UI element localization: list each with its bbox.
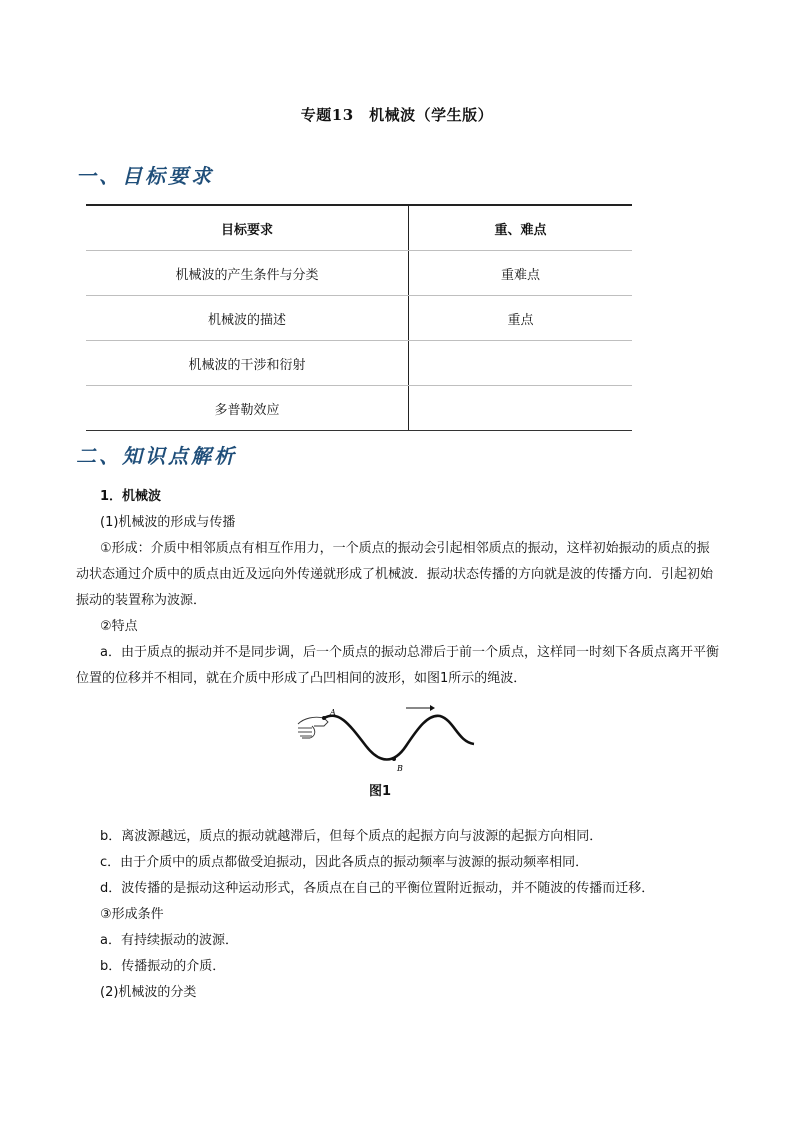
page-title: 专题13 机械波（学生版） bbox=[300, 106, 494, 124]
paragraph: ①形成：介质中相邻质点有相互作用力，一个质点的振动会引起相邻质点的振动，这样初始振动的质点的振动状态通过介质中的质点由近及远向外传递就形成了机械波．振动状态传播的方向就是波的传播方向．引起初始振动的装置称为波源． bbox=[76, 541, 714, 608]
table-cell-goal: 机械波的干涉和衍射 bbox=[86, 341, 409, 386]
point-a-marker bbox=[322, 716, 326, 720]
paragraph: a．由于质点的振动并不是同步调，后一个质点的振动总滞后于前一个质点，这样同一时刻下各质点离开平衡位置的位移并不相同，就在介质中形成了凸凹相间的波形，如图1所示的绳波． bbox=[76, 645, 719, 686]
table-row bbox=[86, 296, 632, 341]
table-cell-goal: 多普勒效应 bbox=[86, 386, 409, 431]
table-cell-goal: 机械波的描述 bbox=[86, 296, 409, 341]
point-b-marker bbox=[392, 757, 396, 761]
table-row bbox=[86, 386, 632, 431]
rope-wave-figure bbox=[294, 702, 484, 772]
table-cell-difficulty bbox=[409, 341, 633, 386]
paragraph: (1)机械波的形成与传播 bbox=[100, 515, 236, 530]
table-header-row bbox=[86, 205, 632, 251]
point-b-label: B bbox=[397, 764, 403, 772]
goals-table bbox=[86, 204, 632, 431]
paragraph: d．波传播的是振动这种运动形式，各质点在自己的平衡位置附近振动，并不随波的传播而迁移． bbox=[100, 881, 655, 896]
paragraph: b．离波源越远，质点的振动就越滞后，但每个质点的起振方向与波源的起振方向相同． bbox=[100, 829, 603, 844]
paragraph: (2)机械波的分类 bbox=[100, 985, 197, 1000]
hand-icon bbox=[298, 717, 328, 738]
content-block-1 bbox=[76, 484, 722, 692]
table-cell-difficulty: 重点 bbox=[409, 296, 633, 341]
wave-curve bbox=[324, 716, 474, 760]
table-cell-goal: 机械波的产生条件与分类 bbox=[86, 251, 409, 296]
point-a-label: A bbox=[330, 708, 336, 717]
content-block-2 bbox=[76, 824, 722, 1006]
table-cell-difficulty bbox=[409, 386, 633, 431]
section-heading-knowledge: 二、知识点解析 bbox=[76, 444, 237, 468]
figure-caption: 图1 bbox=[368, 784, 392, 799]
table-header-difficulty: 重、难点 bbox=[409, 205, 633, 251]
propagation-arrow bbox=[406, 705, 435, 711]
paragraph: a．有持续振动的波源． bbox=[100, 933, 238, 948]
subheading-mechanical-wave: 1．机械波 bbox=[100, 489, 162, 504]
table-row bbox=[86, 341, 632, 386]
paragraph: ③形成条件 bbox=[100, 907, 164, 922]
paragraph: b．传播振动的介质． bbox=[100, 959, 226, 974]
section-heading-goals: 一、目标要求 bbox=[76, 164, 214, 188]
paragraph: ②特点 bbox=[100, 619, 138, 634]
paragraph: c．由于介质中的质点都做受迫振动，因此各质点的振动频率与波源的振动频率相同． bbox=[100, 855, 589, 870]
table-row bbox=[86, 251, 632, 296]
table-header-goal: 目标要求 bbox=[86, 205, 409, 251]
table-cell-difficulty: 重难点 bbox=[409, 251, 633, 296]
